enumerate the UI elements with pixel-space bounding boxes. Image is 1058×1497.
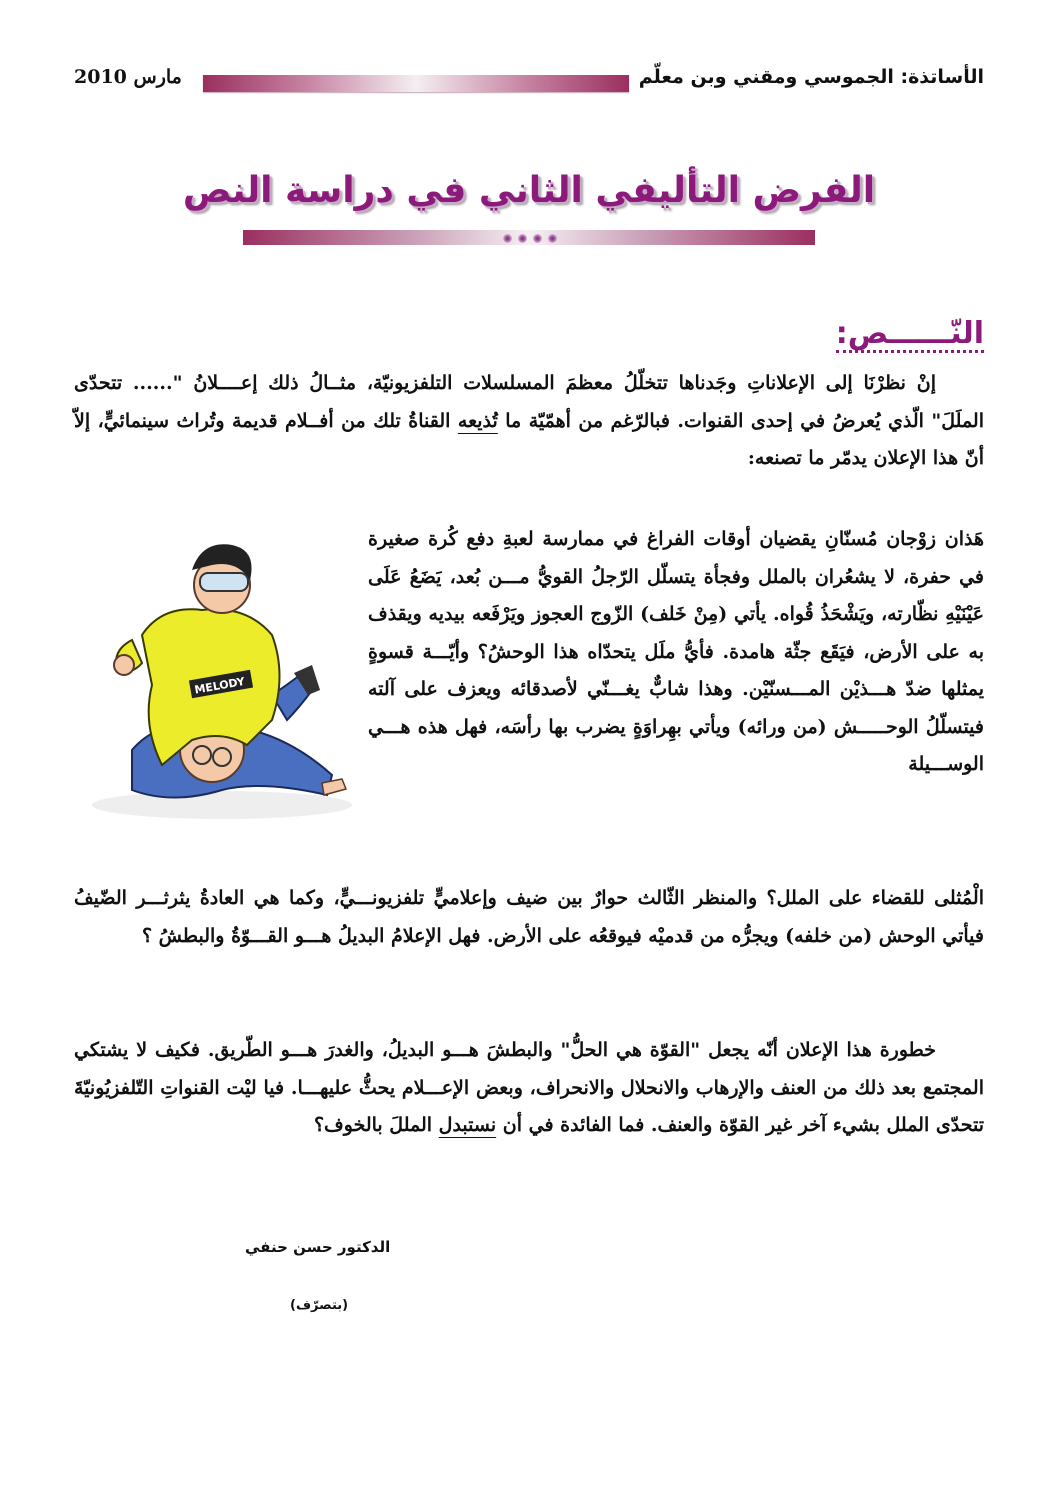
cartoon-image	[72, 525, 362, 830]
dot-icon	[533, 234, 542, 243]
dot-icon	[503, 234, 512, 243]
adaptation-note: (بتصرّف)	[290, 1298, 349, 1313]
title-dots	[490, 232, 570, 244]
header-decorative-bar	[203, 75, 629, 92]
page-title: الفرض التأليفي الثاني في دراسة النص	[182, 170, 876, 211]
p1-text-b: القناةُ تلك من أفــلام قديمة وتُراث سينمائيٍّ، إلاّ أنّ هذا الإعلان يدمّر ما تصنعه:	[74, 409, 984, 469]
cartoon-melody-label: MELODY	[193, 674, 246, 697]
p4-text-a: خطورة هذا الإعلان أنّه يجعل "القوّة هي الحلُّ" والبطشَ هـــو البديلُ، والغدرَ هـــو الطّريق. فكيف لا يشتكي المجتمع بعد ذلك من العنف والإرهاب والانحلال والانحراف، وبعض الإعـــلام يحثُّ عليهـــا. فيا ليْت القنواتِ التّلفزيُونيّةَ تتحدّى الملل بشيء آخر غير القوّة والعنف. فما الفائدة في أن	[74, 1039, 984, 1136]
header-teachers: الأساتذة: الجموسي ومقني وبن معلّم	[638, 66, 984, 88]
dot-icon	[518, 234, 527, 243]
paragraph-2: هَذان زوْجان مُسنّانِ يقضيان أوقات الفراغ في ممارسة لعبةِ دفع كُرة صغيرة في حفرة، لا يشعُران بالملل وفجأة يتسلّل الرّجلُ القويُّ مـــن بُعد، يَضَعُ عَلَى عَيْنَيْهِ نظّارته، ويَشْحَذُ قُواه. يأتي (مِنْ خَلف) الزّوج العجوز ويَرْفَعه بيديه ويقذف به على الأرض، فيَقَع جثّة هامدة. فأيُّ ملَل يتحدّاه هذا الوحشُ؟ وأيّـــة قسوةٍ يمثلها ضدّ هـــذيْن المـــسنّيْن. وهذا شابٌّ يغـــنّي لأصدقائه ويعزف على آلته فيتسلّلُ الوحـــــش (من ورائه) ويأتي بهِراوَةٍ يضرب بها رأسَه، فهل هذه هـــي الوســـيلة	[368, 528, 984, 775]
paragraph-1	[74, 365, 984, 478]
p4-text-b: المللَ بالخوف؟	[313, 1114, 439, 1136]
author: الدكتور حسن حنفي	[245, 1238, 391, 1256]
p1-underlined-word: تُذيعه	[457, 409, 498, 432]
dot-icon	[548, 234, 557, 243]
paragraph-4	[74, 1032, 984, 1145]
paragraph-3: الْمُثلى للقضاء على الملل؟ والمنظر الثّالث حوارٌ بين ضيف وإعلاميٍّ تلفزيونـــيٍّ، وكما هي العادةُ يثرثـــر الضّيفُ فيأتي الوحش (من خلفه) ويجرُّه من قدميْه فيوقعُه على الأرض. فهل الإعلامُ البديلُ هـــو القـــوّةُ والبطشُ ؟	[74, 887, 984, 947]
cartoon-illustration	[72, 525, 362, 830]
p4-underlined-word: نستبدل	[438, 1114, 497, 1136]
p1-text-a: إنْ نظرْنَا إلى الإعلاناتِ وجَدناها تتخلّلُ معظمَ المسلسلات التلفزيونيّة، مثــالُ ذلك إعــــلانُ "...... تتحدّى الملَلَ" الّذي يُعرضُ في إحدى القنوات. فبالرّغم من أهمّيّة ما	[74, 372, 984, 432]
header-date: مارس 2010	[74, 66, 182, 88]
section-heading: النّــــــص:	[835, 316, 984, 351]
